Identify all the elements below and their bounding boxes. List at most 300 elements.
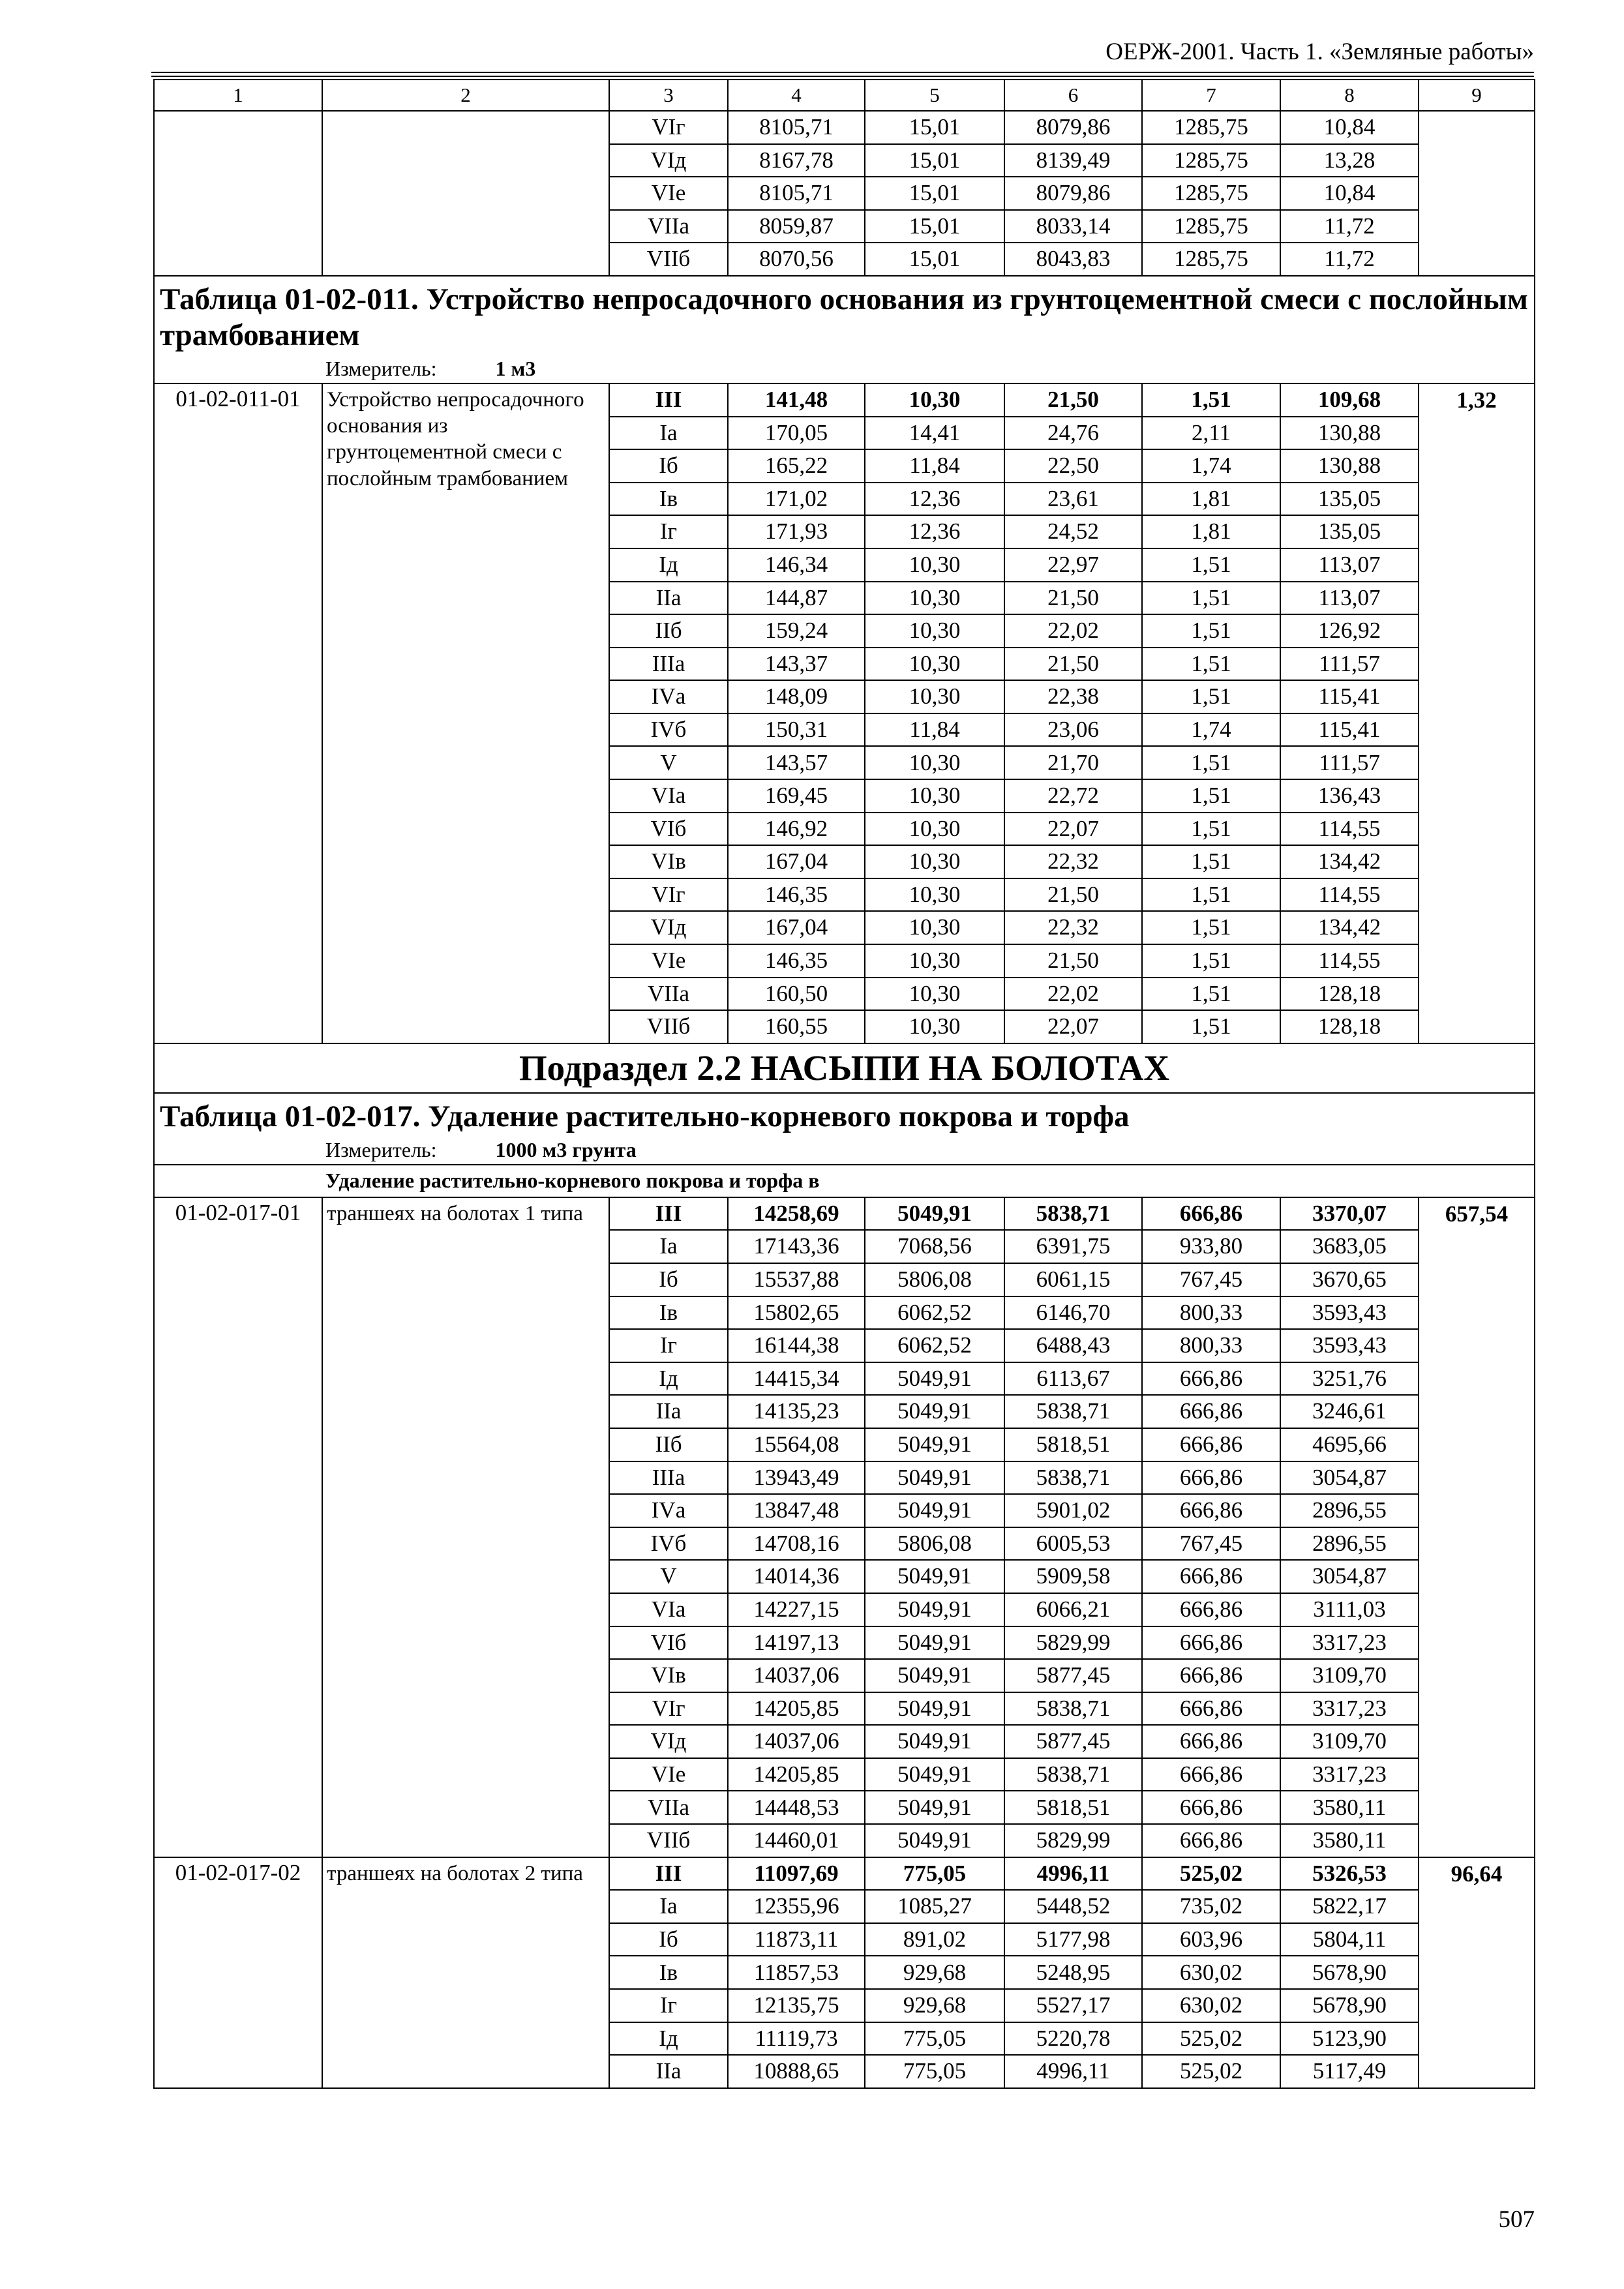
machines-cell: 8033,14 [1004,210,1142,243]
materials-cell: 135,05 [1280,483,1419,516]
materials-cell: 3317,23 [1280,1692,1419,1726]
machines-cell: 5838,71 [1004,1395,1142,1428]
total-cost-cell: 159,24 [728,614,865,648]
materials-cell: 3317,23 [1280,1626,1419,1660]
materials-cell: 11,72 [1280,243,1419,276]
machinist-wages-cell: 1285,75 [1142,243,1280,276]
description-cell [322,111,609,276]
machinist-wages-cell: 666,86 [1142,1395,1280,1428]
total-cost-cell: 14014,36 [728,1560,865,1593]
wages-cell: 15,01 [865,210,1004,243]
materials-cell: 2896,55 [1280,1527,1419,1561]
materials-cell: 3054,87 [1280,1461,1419,1495]
machines-cell: 21,70 [1004,746,1142,779]
machinist-wages-cell: 1285,75 [1142,177,1280,210]
machinist-wages-cell: 767,45 [1142,1527,1280,1561]
wages-cell: 10,30 [865,813,1004,846]
wages-cell: 15,01 [865,177,1004,210]
materials-cell: 3109,70 [1280,1659,1419,1692]
wages-cell: 5049,91 [865,1626,1004,1660]
machinist-wages-cell: 666,86 [1142,1428,1280,1461]
region-cell: VIе [609,177,728,210]
wages-cell: 10,30 [865,978,1004,1011]
wages-cell: 12,36 [865,515,1004,548]
region-cell: Iв [609,483,728,516]
total-cost-cell: 165,22 [728,449,865,483]
column-number: 2 [322,80,609,111]
region-cell: Iг [609,515,728,548]
region-cell: Iд [609,548,728,582]
wages-cell: 5049,91 [865,1395,1004,1428]
column-number: 5 [865,80,1004,111]
region-cell: Iв [609,1296,728,1330]
machinist-wages-cell: 666,86 [1142,1692,1280,1726]
wages-cell: 10,30 [865,746,1004,779]
machines-cell: 6005,53 [1004,1527,1142,1561]
wages-cell: 6062,52 [865,1296,1004,1330]
wages-cell: 10,30 [865,911,1004,944]
materials-cell: 11,72 [1280,210,1419,243]
machines-cell: 22,07 [1004,1010,1142,1043]
materials-cell: 111,57 [1280,648,1419,681]
wages-cell: 775,05 [865,2022,1004,2056]
machinist-wages-cell: 1,51 [1142,582,1280,615]
total-cost-cell: 12135,75 [728,1989,865,2022]
machines-cell: 5838,71 [1004,1461,1142,1495]
measure-label: Измеритель: [325,1137,437,1161]
region-cell: IIб [609,1428,728,1461]
materials-cell: 5822,17 [1280,1890,1419,1923]
materials-cell: 111,57 [1280,746,1419,779]
total-cost-cell: 14448,53 [728,1791,865,1824]
region-cell: IIа [609,582,728,615]
machines-cell: 5877,45 [1004,1725,1142,1758]
region-cell: Iа [609,1230,728,1263]
machinist-wages-cell: 525,02 [1142,2055,1280,2088]
machinist-wages-cell: 1,51 [1142,944,1280,978]
materials-cell: 115,41 [1280,680,1419,713]
materials-cell: 134,42 [1280,845,1419,878]
machines-cell: 8079,86 [1004,177,1142,210]
total-cost-cell: 14037,06 [728,1659,865,1692]
total-cost-cell: 141,48 [728,383,865,417]
machines-cell: 23,61 [1004,483,1142,516]
wages-cell: 5049,91 [865,1428,1004,1461]
running-header: ОЕРЖ-2001. Часть 1. «Земляные работы» [151,38,1534,73]
wages-cell: 929,68 [865,1956,1004,1989]
region-cell: Iв [609,1956,728,1989]
machinist-wages-cell: 603,96 [1142,1923,1280,1956]
total-cost-cell: 143,57 [728,746,865,779]
machines-cell: 5829,99 [1004,1626,1142,1660]
region-cell: VIд [609,1725,728,1758]
wages-cell: 11,84 [865,449,1004,483]
column-number: 8 [1280,80,1419,111]
code-cell [154,111,322,276]
machines-cell: 4996,11 [1004,2055,1142,2088]
total-cost-cell: 17143,36 [728,1230,865,1263]
wages-cell: 15,01 [865,111,1004,144]
machines-cell: 22,32 [1004,845,1142,878]
machines-cell: 22,50 [1004,449,1142,483]
page-number: 507 [1498,2206,1535,2233]
machines-cell: 24,76 [1004,417,1142,450]
machines-cell: 6113,67 [1004,1362,1142,1396]
region-cell: VIIб [609,243,728,276]
machinist-wages-cell: 666,86 [1142,1362,1280,1396]
machinist-wages-cell: 767,45 [1142,1263,1280,1296]
machines-cell: 21,50 [1004,878,1142,912]
wages-cell: 5049,91 [865,1494,1004,1527]
table-011-title: Таблица 01-02-011. Устройство непросадочного основания из грунтоцементной смеси с послойным трамбованием [154,276,1535,355]
wages-cell: 929,68 [865,1989,1004,2022]
machinist-wages-cell: 666,86 [1142,1824,1280,1857]
region-cell: Iа [609,417,728,450]
machines-cell: 6391,75 [1004,1230,1142,1263]
region-cell: IVа [609,1494,728,1527]
wages-cell: 6062,52 [865,1329,1004,1362]
machinist-wages-cell: 1,51 [1142,1010,1280,1043]
machinist-wages-cell: 666,86 [1142,1593,1280,1626]
region-cell: Iб [609,449,728,483]
machinist-wages-cell: 1,51 [1142,878,1280,912]
total-cost-cell: 10888,65 [728,2055,865,2088]
column-number: 6 [1004,80,1142,111]
machines-cell: 5527,17 [1004,1989,1142,2022]
machinist-wages-cell: 666,86 [1142,1659,1280,1692]
machinist-wages-cell: 525,02 [1142,1857,1280,1891]
region-cell: Iб [609,1923,728,1956]
region-cell: Iб [609,1263,728,1296]
table-row [154,383,1535,417]
region-cell: VIа [609,1593,728,1626]
machinist-wages-cell: 1285,75 [1142,111,1280,144]
region-cell: VIб [609,1626,728,1660]
materials-cell: 114,55 [1280,813,1419,846]
index-cell: 657,54 [1419,1197,1535,1857]
materials-cell: 3593,43 [1280,1329,1419,1362]
materials-cell: 5123,90 [1280,2022,1419,2056]
wages-cell: 5049,91 [865,1593,1004,1626]
materials-cell: 130,88 [1280,449,1419,483]
total-cost-cell: 14197,13 [728,1626,865,1660]
wages-cell: 15,01 [865,243,1004,276]
region-cell: IVа [609,680,728,713]
section-title-row [154,1043,1535,1093]
total-cost-cell: 150,31 [728,713,865,747]
total-cost-cell: 167,04 [728,845,865,878]
region-cell: III [609,1197,728,1231]
measure-value: 1 м3 [495,356,536,380]
materials-cell: 2896,55 [1280,1494,1419,1527]
materials-cell: 3054,87 [1280,1560,1419,1593]
table-011-title-row [154,276,1535,355]
total-cost-cell: 171,02 [728,483,865,516]
wages-cell: 10,30 [865,648,1004,681]
region-cell: IIб [609,614,728,648]
machines-cell: 5818,51 [1004,1428,1142,1461]
machines-cell: 23,06 [1004,713,1142,747]
materials-cell: 3683,05 [1280,1230,1419,1263]
machines-cell: 5838,71 [1004,1692,1142,1726]
total-cost-cell: 13847,48 [728,1494,865,1527]
materials-cell: 113,07 [1280,582,1419,615]
region-cell: V [609,746,728,779]
total-cost-cell: 8105,71 [728,111,865,144]
machinist-wages-cell: 666,86 [1142,1494,1280,1527]
total-cost-cell: 14205,85 [728,1758,865,1791]
materials-cell: 13,28 [1280,144,1419,177]
materials-cell: 3670,65 [1280,1263,1419,1296]
total-cost-cell: 11119,73 [728,2022,865,2056]
materials-cell: 128,18 [1280,978,1419,1011]
machines-cell: 8079,86 [1004,111,1142,144]
region-cell: VIв [609,1659,728,1692]
materials-cell: 3251,76 [1280,1362,1419,1396]
materials-cell: 10,84 [1280,177,1419,210]
machinist-wages-cell: 1285,75 [1142,144,1280,177]
region-cell: IVб [609,1527,728,1561]
machines-cell: 5877,45 [1004,1659,1142,1692]
index-cell: 96,64 [1419,1857,1535,2088]
column-number: 3 [609,80,728,111]
materials-cell: 135,05 [1280,515,1419,548]
table-011-measure-row [154,355,1535,383]
machines-cell: 5909,58 [1004,1560,1142,1593]
wages-cell: 7068,56 [865,1230,1004,1263]
total-cost-cell: 8059,87 [728,210,865,243]
region-cell: VIа [609,779,728,813]
materials-cell: 3109,70 [1280,1725,1419,1758]
rates-table-body [154,80,1535,2088]
wages-cell: 10,30 [865,680,1004,713]
region-cell: III [609,383,728,417]
wages-cell: 1085,27 [865,1890,1004,1923]
machines-cell: 5818,51 [1004,1791,1142,1824]
wages-cell: 10,30 [865,614,1004,648]
region-cell: Iг [609,1989,728,2022]
materials-cell: 3246,61 [1280,1395,1419,1428]
total-cost-cell: 8167,78 [728,144,865,177]
machines-cell: 22,32 [1004,911,1142,944]
total-cost-cell: 14037,06 [728,1725,865,1758]
wages-cell: 5049,91 [865,1362,1004,1396]
machinist-wages-cell: 1,51 [1142,614,1280,648]
region-cell: VIг [609,878,728,912]
machinist-wages-cell: 666,86 [1142,1725,1280,1758]
machinist-wages-cell: 1,51 [1142,648,1280,681]
machinist-wages-cell: 1,81 [1142,515,1280,548]
machines-cell: 5177,98 [1004,1923,1142,1956]
region-cell: V [609,1560,728,1593]
measure-value: 1000 м3 грунта [495,1137,637,1161]
code-cell: 01-02-011-01 [154,383,322,1043]
column-number-row [154,80,1535,111]
column-number: 4 [728,80,865,111]
wages-cell: 10,30 [865,548,1004,582]
machines-cell: 24,52 [1004,515,1142,548]
total-cost-cell: 144,87 [728,582,865,615]
total-cost-cell: 160,55 [728,1010,865,1043]
region-cell: VIIа [609,1791,728,1824]
materials-cell: 3593,43 [1280,1296,1419,1330]
total-cost-cell: 146,92 [728,813,865,846]
total-cost-cell: 169,45 [728,779,865,813]
region-cell: IVб [609,713,728,747]
total-cost-cell: 8105,71 [728,177,865,210]
materials-cell: 130,88 [1280,417,1419,450]
region-cell: VIе [609,944,728,978]
total-cost-cell: 14205,85 [728,1692,865,1726]
wages-cell: 5049,91 [865,1692,1004,1726]
machinist-wages-cell: 666,86 [1142,1791,1280,1824]
materials-cell: 3370,07 [1280,1197,1419,1231]
region-cell: Iд [609,2022,728,2056]
column-number: 1 [154,80,322,111]
wages-cell: 14,41 [865,417,1004,450]
materials-cell: 5678,90 [1280,1989,1419,2022]
subheading-row [154,1165,1535,1197]
wages-cell: 11,84 [865,713,1004,747]
materials-cell: 5117,49 [1280,2055,1419,2088]
machines-cell: 22,72 [1004,779,1142,813]
region-cell: VIг [609,1692,728,1726]
total-cost-cell: 14135,23 [728,1395,865,1428]
total-cost-cell: 167,04 [728,911,865,944]
region-cell: VIIа [609,210,728,243]
table-row [154,1857,1535,1891]
wages-cell: 5049,91 [865,1725,1004,1758]
wages-cell: 10,30 [865,383,1004,417]
machines-cell: 5829,99 [1004,1824,1142,1857]
region-cell: VIд [609,144,728,177]
machinist-wages-cell: 1,51 [1142,548,1280,582]
machines-cell: 5838,71 [1004,1197,1142,1231]
wages-cell: 10,30 [865,1010,1004,1043]
table-017-title: Таблица 01-02-017. Удаление растительно-корневого покрова и торфа [154,1093,1535,1136]
machines-cell: 22,02 [1004,614,1142,648]
total-cost-cell: 15537,88 [728,1263,865,1296]
total-cost-cell: 15564,08 [728,1428,865,1461]
machinist-wages-cell: 1285,75 [1142,210,1280,243]
region-cell: IIа [609,1395,728,1428]
column-number: 9 [1419,80,1535,111]
machines-cell: 6061,15 [1004,1263,1142,1296]
section-title: Подраздел 2.2 НАСЫПИ НА БОЛОТАХ [154,1043,1535,1093]
wages-cell: 5806,08 [865,1527,1004,1561]
materials-cell: 3111,03 [1280,1593,1419,1626]
machines-cell: 8043,83 [1004,243,1142,276]
region-cell: VIг [609,111,728,144]
wages-cell: 891,02 [865,1923,1004,1956]
wages-cell: 12,36 [865,483,1004,516]
subheading: Удаление растительно-корневого покрова и торфа в [154,1165,1535,1197]
materials-cell: 3317,23 [1280,1758,1419,1791]
region-cell: IIIа [609,648,728,681]
description-cell: траншеях на болотах 2 типа [322,1857,609,2088]
region-cell: VIIб [609,1824,728,1857]
machinist-wages-cell: 525,02 [1142,2022,1280,2056]
machinist-wages-cell: 1,51 [1142,978,1280,1011]
wages-cell: 5806,08 [865,1263,1004,1296]
region-cell: VIд [609,911,728,944]
materials-cell: 4695,66 [1280,1428,1419,1461]
total-cost-cell: 14258,69 [728,1197,865,1231]
wages-cell: 5049,91 [865,1659,1004,1692]
machinist-wages-cell: 1,51 [1142,746,1280,779]
materials-cell: 3580,11 [1280,1824,1419,1857]
machines-cell: 6488,43 [1004,1329,1142,1362]
total-cost-cell: 11873,11 [728,1923,865,1956]
index-cell [1419,111,1535,276]
machinist-wages-cell: 1,74 [1142,449,1280,483]
machinist-wages-cell: 1,51 [1142,680,1280,713]
wages-cell: 10,30 [865,878,1004,912]
total-cost-cell: 14708,16 [728,1527,865,1561]
region-cell: Iа [609,1890,728,1923]
region-cell: VIIа [609,978,728,1011]
machinist-wages-cell: 800,33 [1142,1329,1280,1362]
total-cost-cell: 14415,34 [728,1362,865,1396]
materials-cell: 134,42 [1280,911,1419,944]
total-cost-cell: 170,05 [728,417,865,450]
region-cell: VIв [609,845,728,878]
machinist-wages-cell: 666,86 [1142,1626,1280,1660]
machines-cell: 22,02 [1004,978,1142,1011]
total-cost-cell: 148,09 [728,680,865,713]
wages-cell: 15,01 [865,144,1004,177]
table-row [154,111,1535,144]
machines-cell: 8139,49 [1004,144,1142,177]
machines-cell: 21,50 [1004,383,1142,417]
machinist-wages-cell: 666,86 [1142,1560,1280,1593]
machinist-wages-cell: 1,74 [1142,713,1280,747]
wages-cell: 10,30 [865,779,1004,813]
wages-cell: 775,05 [865,1857,1004,1891]
total-cost-cell: 14227,15 [728,1593,865,1626]
machines-cell: 5220,78 [1004,2022,1142,2056]
materials-cell: 5678,90 [1280,1956,1419,1989]
wages-cell: 5049,91 [865,1461,1004,1495]
materials-cell: 3580,11 [1280,1791,1419,1824]
materials-cell: 136,43 [1280,779,1419,813]
wages-cell: 5049,91 [865,1197,1004,1231]
machinist-wages-cell: 933,80 [1142,1230,1280,1263]
total-cost-cell: 13943,49 [728,1461,865,1495]
machines-cell: 6146,70 [1004,1296,1142,1330]
machinist-wages-cell: 800,33 [1142,1296,1280,1330]
machinist-wages-cell: 1,51 [1142,779,1280,813]
materials-cell: 5326,53 [1280,1857,1419,1891]
total-cost-cell: 146,34 [728,548,865,582]
machinist-wages-cell: 630,02 [1142,1956,1280,1989]
machines-cell: 6066,21 [1004,1593,1142,1626]
machinist-wages-cell: 1,51 [1142,845,1280,878]
machinist-wages-cell: 1,81 [1142,483,1280,516]
machines-cell: 21,50 [1004,648,1142,681]
total-cost-cell: 143,37 [728,648,865,681]
materials-cell: 115,41 [1280,713,1419,747]
region-cell: Iд [609,1362,728,1396]
machinist-wages-cell: 666,86 [1142,1197,1280,1231]
machines-cell: 22,38 [1004,680,1142,713]
materials-cell: 113,07 [1280,548,1419,582]
machinist-wages-cell: 735,02 [1142,1890,1280,1923]
table-017-measure-row [154,1136,1535,1165]
wages-cell: 10,30 [865,582,1004,615]
code-cell: 01-02-017-01 [154,1197,322,1857]
machines-cell: 5838,71 [1004,1758,1142,1791]
